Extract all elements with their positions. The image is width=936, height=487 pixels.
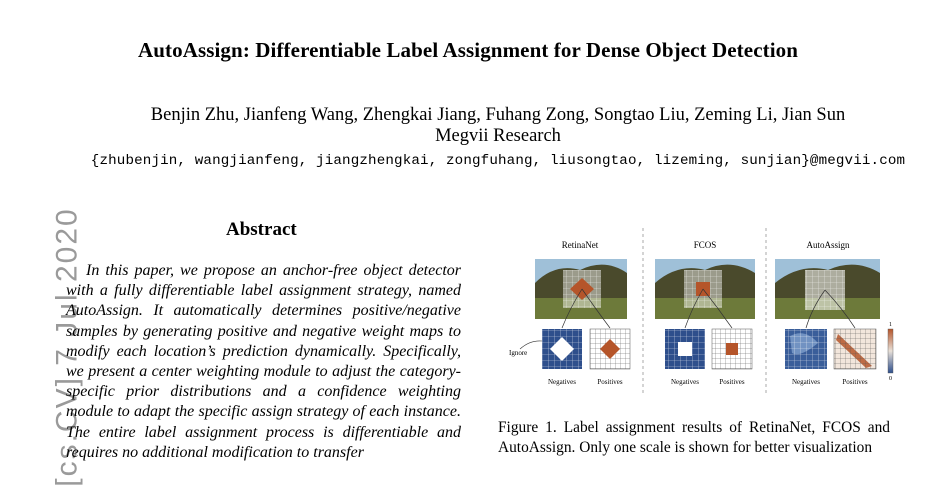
- paper-title: AutoAssign: Differentiable Label Assignment for Dense Object Detection: [137, 38, 799, 62]
- panel-retinanet: [509, 240, 630, 386]
- positives-label: Positives: [842, 378, 868, 386]
- panel-title: RetinaNet: [561, 240, 599, 250]
- abstract-heading: Abstract: [226, 219, 297, 240]
- abstract-text: In this paper, we propose an anchor-free object detector with a fully differentiable label assignment strategy, named AutoAssign. It automatically determines positive/negative samples by generating positive and negative weight maps to modify each location’s prediction dynamically. Specifically, we present a center weighting module to adjust the category-specific prior distributions and a confidence weighting module to adapt the specific assign strategy of each instance. The entire label assignment process is differentiable and requires no additional modification to transfer: [66, 262, 461, 461]
- negatives-label: Negatives: [548, 378, 576, 386]
- panel-title: FCOS: [693, 240, 717, 250]
- negatives-label: Negatives: [792, 378, 820, 386]
- colorbar: [888, 329, 893, 373]
- positives-label: Positives: [597, 378, 623, 386]
- positives-label: Positives: [719, 378, 745, 386]
- negatives-label: Negatives: [671, 378, 699, 386]
- ignore-label: Ignore: [509, 349, 528, 357]
- figure-1: [500, 228, 920, 398]
- colorbar-max: 1: [889, 322, 892, 328]
- author-list: Benjin Zhu, Jianfeng Wang, Zhengkai Jiang, Fuhang Zong, Songtao Liu, Zeming Li, Jian Sun: [150, 105, 846, 125]
- email-list: {zhubenjin, wangjianfeng, jiangzhengkai, zongfuhang, liusongtao, lizeming, sunjian}@megvii.com: [90, 153, 906, 169]
- panel-fcos: [655, 240, 755, 386]
- panel-title: AutoAssign: [806, 240, 850, 250]
- affiliation: Megvii Research: [435, 126, 561, 146]
- arxiv-stamp: [cs.CV] 7 Jul 2020: [50, 207, 84, 487]
- panel-autoassign: [775, 240, 893, 386]
- colorbar-min: 0: [889, 376, 892, 382]
- figure-caption: Figure 1. Label assignment results of RetinaNet, FCOS and AutoAssign. Only one scale is shown for better visualization: [498, 419, 890, 456]
